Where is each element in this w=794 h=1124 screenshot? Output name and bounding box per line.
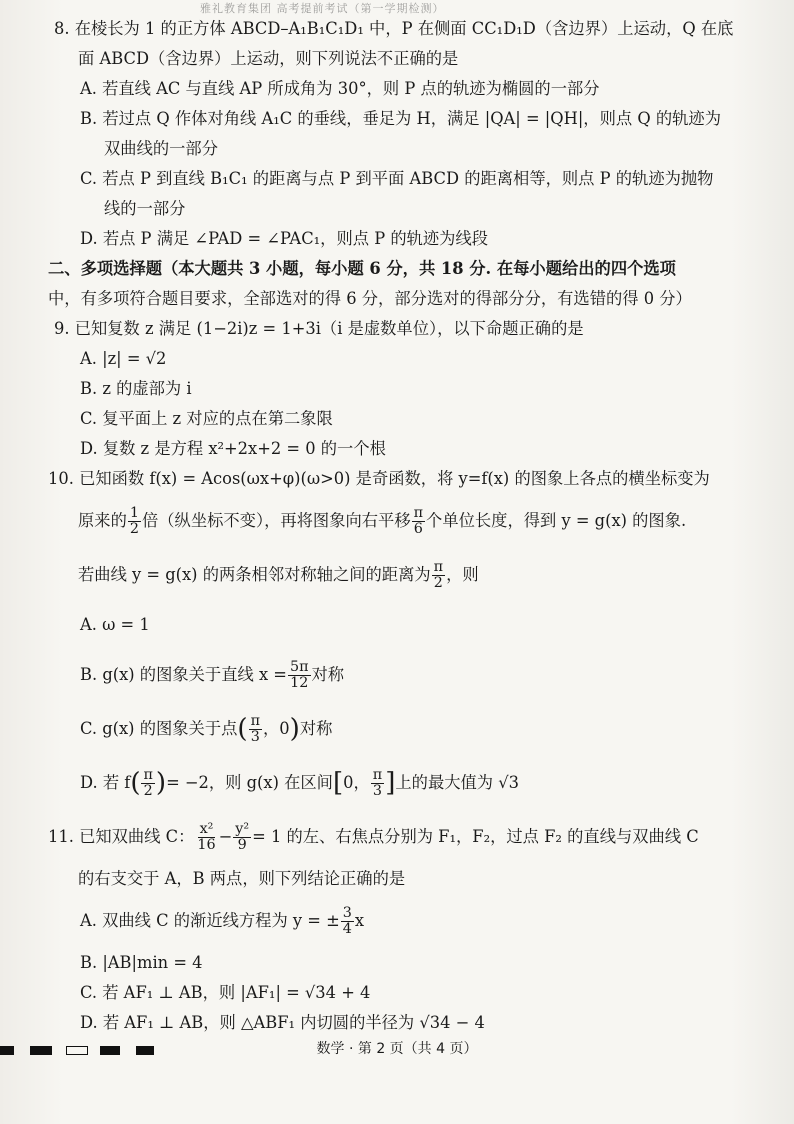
q11-a-pre: A. 双曲线 C 的渐近线方程为 y = ± — [80, 911, 340, 931]
q10-stem-line3 — [54, 548, 766, 602]
q9-option-d: D. 复数 z 是方程 x²+2x+2 = 0 的一个根 — [80, 439, 386, 458]
fraction-pi-over-2 — [432, 560, 445, 591]
q8-option-c-line2: 线的一部分 — [104, 199, 186, 218]
fraction-3-over-4 — [341, 906, 354, 937]
q8-option-c-line1: C. 若点 P 到直线 B₁C₁ 的距离与点 P 到平面 ABCD 的距离相等，则点 P 的轨迹为抛物 — [80, 169, 714, 188]
frac-num: π — [372, 767, 383, 784]
frac-den: 4 — [342, 921, 352, 938]
q10-option-a: A. ω = 1 — [80, 615, 150, 634]
fraction-pi-over-3 — [371, 768, 384, 799]
q8-option-b-line1: B. 若过点 Q 作体对角线 A₁C 的垂线，垂足为 H，满足 |QA| = |QH|，则点 Q 的轨迹为 — [80, 109, 721, 128]
q9-option-a: A. |z| = √2 — [80, 349, 167, 368]
q11-line1-eq: = 1 的左、右焦点分别为 F₁，F₂，过点 F₂ 的直线与双曲线 C — [252, 827, 699, 847]
q10-d-mid: = −2，则 g(x) 在区间 — [166, 773, 333, 793]
right-paren: ) — [155, 768, 167, 799]
frac-den: 2 — [433, 575, 443, 591]
right-bracket: ] — [385, 768, 396, 799]
q10-line3-pre: 若曲线 y = g(x) 的两条相邻对称轴之间的距离为 — [78, 565, 431, 584]
q8-stem-line2: 面 ABCD（含边界）上运动，则下列说法不正确的是 — [78, 49, 459, 68]
frac-num: y² — [235, 821, 250, 838]
frac-den: 12 — [290, 675, 309, 691]
q10-c-pre: C. g(x) 的图象关于点 — [80, 719, 238, 738]
left-paren: ( — [130, 768, 141, 799]
frac-num: π — [413, 504, 424, 521]
q10-c-post: 对称 — [299, 719, 333, 738]
q10-option-d — [54, 756, 766, 810]
q10-option-c: C. g(x) 的图象关于点( $\frac{\pi}{3}$ ，0)对称 — [80, 712, 333, 745]
q8-option-a: A. 若直线 AC 与直线 AP 所成角为 30°，则 P 点的轨迹为椭圆的一部分 — [80, 79, 600, 98]
q11-option-b: B. |AB|min = 4 — [80, 953, 203, 973]
question-11 — [48, 810, 766, 1038]
section-2-header — [48, 254, 766, 314]
q11-a-post: x — [354, 911, 365, 931]
q10-d-pre: D. 若 f — [80, 773, 131, 793]
q9-stem: 9. 已知复数 z 满足 (1−2i)z = 1+3i（i 是虚数单位），以下命题正确的是 — [54, 319, 584, 338]
fraction-pi-over-6 — [412, 506, 425, 537]
q10-line3-post: ，则 — [446, 565, 479, 584]
q11-option-d: D. 若 AF₁ ⊥ AB，则 △ABF₁ 内切圆的半径为 √34 − 4 — [80, 1013, 485, 1033]
fraction-pi-over-3 — [249, 714, 262, 745]
fraction-y2-over-9 — [233, 822, 251, 853]
frac-num: π — [433, 558, 444, 575]
frac-num: x² — [199, 821, 214, 838]
q10-stem-line1: 10. 已知函数 f(x) = Acos(ωx+φ)(ω>0) 是奇函数，将 y=f(x) 的图象上各点的横坐标变为 — [48, 469, 710, 488]
q11-line1-pre: 11. 已知双曲线 C： — [48, 827, 195, 847]
right-paren: ) — [289, 714, 300, 745]
q10-line2-pre: 原来的 — [78, 511, 127, 530]
q10-c-mid: 0 — [279, 719, 290, 738]
section-2-line2: 中，有多项符合题目要求，全部选对的得 6 分，部分选对的得部分分，有选错的得 0 分） — [48, 289, 692, 308]
q10-option-b — [54, 648, 766, 702]
page-footer — [0, 1034, 794, 1064]
frac-den: 3 — [250, 729, 260, 745]
frac-den: 3 — [372, 783, 383, 800]
q8-option-d: D. 若点 P 满足 ∠PAD = ∠PAC₁，则点 P 的轨迹为线段 — [80, 229, 489, 248]
q10-stem-line2 — [54, 494, 766, 548]
left-bracket: [ — [332, 768, 344, 799]
frac-den: 2 — [143, 783, 153, 800]
q10-d-post: 上的最大值为 √3 — [395, 773, 519, 793]
q10-d-interval: 0， — [343, 773, 370, 793]
frac-den: 9 — [237, 837, 247, 854]
fraction-x2-over-16 — [195, 822, 217, 853]
question-8 — [54, 14, 766, 254]
q8-option-b-line2: 双曲线的一部分 — [104, 139, 218, 158]
frac-den: 2 — [129, 521, 139, 537]
frac-den: 16 — [197, 837, 216, 854]
fraction-pi-over-2 — [141, 768, 154, 799]
page-number-label: 数学 · 第 2 页（共 4 页） — [316, 1041, 478, 1057]
q11-stem-line1: 11. 已知双曲线 C： $\frac{\text{x²}}{16}$ − $\frac{\text{y²}}{9}$ = 1 的左、右焦点分别为 F₁，F₂，过点 F₂ 的直线与双曲线 C — [48, 821, 699, 854]
frac-num: π — [143, 767, 153, 784]
fraction-one-half — [128, 506, 141, 537]
frac-num: 1 — [129, 504, 139, 521]
q8-stem-line1: 8. 在棱长为 1 的正方体 ABCD–A₁B₁C₁D₁ 中，P 在侧面 CC₁D₁D（含边界）上运动，Q 在底 — [54, 19, 734, 38]
section-2-line1: 二、多项选择题（本大题共 3 小题，每小题 6 分，共 18 分. 在每小题给出的四个选项 — [48, 259, 676, 278]
left-paren: ( — [237, 714, 248, 745]
frac-num: 5π — [289, 658, 309, 675]
q11-option-c: C. 若 AF₁ ⊥ AB，则 |AF₁| = √34 + 4 — [80, 983, 371, 1003]
q10-b-post: 对称 — [311, 665, 345, 684]
q10-line2-post: 个单位长度，得到 y = g(x) 的图象. — [426, 511, 687, 530]
page-content — [48, 14, 766, 1038]
question-9 — [54, 314, 766, 464]
question-10 — [48, 464, 766, 810]
frac-den: 6 — [413, 521, 423, 537]
frac-num: π — [250, 712, 260, 729]
header-faint-title: 雅礼教育集团 高考提前考试（第一学期检测） — [200, 2, 445, 14]
q10-b-pre: B. g(x) 的图象关于直线 x = — [80, 665, 287, 684]
q9-option-b: B. z 的虚部为 i — [80, 379, 192, 398]
q11-option-a — [54, 894, 766, 948]
q10-line2-mid: 倍（纵坐标不变），再将图象向右平移 — [141, 511, 411, 530]
frac-num: 3 — [342, 905, 352, 922]
q9-option-c: C. 复平面上 z 对应的点在第二象限 — [80, 409, 333, 428]
fraction-5pi-over-12 — [288, 660, 311, 691]
q11-stem-line2: 的右支交于 A，B 两点，则下列结论正确的是 — [78, 869, 406, 889]
